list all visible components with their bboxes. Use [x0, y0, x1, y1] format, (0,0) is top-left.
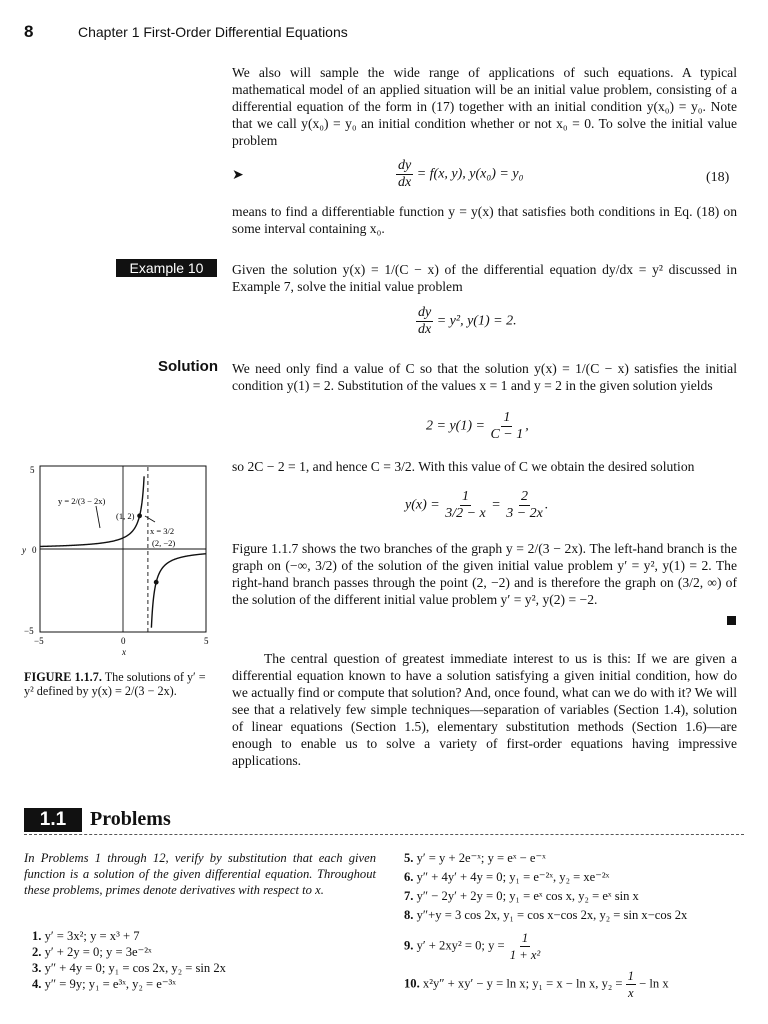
sol-eq2-lhs: y(x) = [405, 497, 440, 513]
figure-graph [24, 458, 224, 658]
sol-eq2-tail: . [544, 497, 549, 513]
problem-text: y″ + 4y = 0; y₁ = cos 2x, y₂ = sin 2x [44, 961, 226, 975]
curve-label: y = 2/(3 − 2x) [58, 496, 106, 506]
problem-text: y″ = 9y; y₁ = e³ˣ, y₂ = e⁻³ˣ [44, 977, 176, 991]
example-eq-denominator: dx [418, 322, 432, 337]
solution-text-1: We need only find a value of C so that the solution y(x) = 1/(C − x) satisfies the initial condition y(1) = 2. Substitution of the values x = 1 and y = 2 in the given solution yields [232, 361, 737, 393]
right-branch-curve [151, 554, 206, 628]
example-eq-rhs: = y², y(1) = 2. [436, 313, 517, 329]
problem-item [404, 907, 687, 923]
example-text: Given the solution y(x) = 1/(C − x) of the differential equation dy/dx = y² discussed in Example 7, solve the initial value problem [232, 262, 737, 294]
point-1-2-marker [137, 513, 142, 518]
x-tick-left: −5 [34, 636, 44, 646]
qed-square-icon [727, 616, 736, 625]
problem-item [32, 976, 176, 992]
problem-text: y′ = 3x²; y = x³ + 7 [44, 929, 140, 943]
problem-number: 9. [404, 938, 414, 953]
problem-item [32, 928, 140, 944]
problem-item [404, 968, 669, 1001]
figure-caption-text: The solutions of y′ = y² defined by y(x) = 2/(3 − 2x). [24, 670, 206, 698]
y-tick-top: 5 [30, 465, 35, 475]
example-equation [416, 305, 517, 338]
problem-number: 7. [404, 889, 414, 903]
figure-caption [24, 670, 216, 698]
solution-text-3: Figure 1.1.7 shows the two branches of the graph y = 2/(3 − 2x). The left-hand branch is the graph on (−∞, 3/2) of the solution of the given initial value problem y′ = y², y(1) = 2. The right-hand branch passes through the point (2, −2) and is therefore the graph on (3/2, ∞) of the solution of the different initial value problem y′ = y², y(2) = −2. [232, 541, 737, 607]
problem-frac-denominator: x [628, 986, 634, 1000]
sol-eq2-numerator-1: 1 [461, 489, 469, 504]
arrow-marker-icon: ➤ [232, 168, 244, 183]
page-number: 8 [24, 22, 34, 41]
eq18-rhs: = f(x, y), y(x₀) = y₀ [416, 166, 524, 182]
problem-text: x²y″ + xy′ − y = ln x; y₁ = x − ln x, y₂ = [422, 976, 623, 991]
problem-item [32, 944, 152, 960]
y-axis-label: y [22, 545, 26, 555]
sol-eq2-denominator-2: 3 − 2x [506, 506, 543, 521]
sol-eq1-tail: , [525, 418, 529, 434]
solution-label: Solution [158, 358, 218, 375]
problems-title: Problems [90, 808, 171, 830]
problem-text: y″ − 2y′ + 2y = 0; y₁ = eˣ cos x, y₂ = eˣ sin x [416, 889, 639, 903]
intro-paragraph: We also will sample the wide range of applications of such equations. A typical mathematical model of an applied situation will be an initial value problem, consisting of a differential equation of the form in (17) together with an initial condition y(x₀) = y₀. Note that we call y(x₀) = y₀ an initial condition whether or not x₀ = 0. To solve the initial value problem [232, 65, 737, 148]
problem-text: y′ = y + 2e⁻ˣ; y = eˣ − e⁻ˣ [416, 851, 546, 865]
problem-number: 6. [404, 870, 414, 884]
asymptote-label: x = 3/2 [150, 526, 175, 536]
problem-text: y″+y = 3 cos 2x, y₁ = cos x−cos 2x, y₂ = sin x−cos 2x [416, 908, 688, 922]
y-tick-mid: 0 [32, 545, 37, 555]
sol-eq2-denominator-1: 3/2 − x [445, 506, 486, 521]
problem-item [404, 869, 609, 885]
solution-equation-1 [426, 410, 529, 443]
equation-18 [396, 158, 523, 191]
means-paragraph: means to find a differentiable function y = y(x) that satisfies both conditions in Eq. (18) on some interval containing x₀. [232, 204, 737, 236]
point-2-neg2-marker [154, 580, 159, 585]
central-paragraph: The central question of greatest immediate interest to us is this: If we are given a differential equation known to have a solution satisfying a given initial condition, how do we actually find or compute that solution? And, once found, what can we do with it? We will see that a relatively few simple techniques—separation of variables (Section 1.4), solution of linear equations (Section 1.5), elementary substitution methods (Section 1.6)—are enough to enable us to solve a variety of first-order equations having impressive applications. [232, 651, 737, 768]
section-divider [24, 834, 744, 835]
x-axis-label: x [122, 647, 126, 657]
problems-intro: In Problems 1 through 12, verify by substitution that each given function is a solution of the given differential equation. Throughout these problems, primes denote derivatives with respect to x. [24, 851, 376, 897]
problem-number: 8. [404, 908, 414, 922]
problem-number: 5. [404, 851, 414, 865]
problem-text: y″ + 4y′ + 4y = 0; y₁ = e⁻²ˣ, y₂ = xe⁻²ˣ [416, 870, 610, 884]
y-tick-bottom: −5 [24, 626, 34, 636]
problem-item [404, 930, 542, 963]
problem-frac-numerator: 1 [521, 931, 529, 945]
problem-number: 2. [32, 945, 42, 959]
problem-number: 4. [32, 977, 42, 991]
problem-text-tail: − ln x [639, 976, 669, 991]
sol-eq1-denominator: C − 1 [490, 427, 524, 442]
problem-number: 3. [32, 961, 42, 975]
problem-text: y′ + 2xy² = 0; y = [416, 938, 505, 953]
problem-item [32, 960, 226, 976]
problem-item [404, 888, 639, 904]
sol-eq1-lhs: 2 = y(1) = [426, 418, 485, 434]
x-tick-right: 5 [204, 636, 209, 646]
solution-equation-2 [405, 489, 548, 522]
point-2-label: (2, −2) [152, 538, 176, 548]
equation-number: (18) [706, 170, 730, 185]
point-1-label: (1, 2) [116, 511, 135, 521]
eq18-denominator: dx [398, 175, 412, 190]
chapter-title: Chapter 1 First-Order Differential Equations [78, 24, 348, 40]
section-number-badge: 1.1 [24, 808, 82, 832]
example-badge: Example 10 [116, 259, 217, 277]
eq18-numerator: dy [398, 158, 412, 173]
sol-eq2-numerator-2: 2 [521, 489, 529, 504]
problem-text: y′ + 2y = 0; y = 3e⁻²ˣ [44, 945, 152, 959]
figure-caption-label: FIGURE 1.1.7. [24, 670, 102, 684]
problem-number: 10. [404, 976, 420, 991]
point-label-pointer [145, 516, 155, 522]
example-eq-numerator: dy [418, 305, 432, 320]
problem-frac-numerator: 1 [627, 969, 634, 983]
solution-text-2: so 2C − 2 = 1, and hence C = 3/2. With this value of C we obtain the desired solution [232, 459, 695, 474]
sol-eq1-numerator: 1 [503, 410, 511, 425]
sol-eq2-equals: = [491, 497, 501, 513]
problem-number: 1. [32, 929, 42, 943]
curve-label-pointer [96, 506, 100, 528]
x-tick-mid: 0 [121, 636, 126, 646]
problem-frac-denominator: 1 + x² [509, 948, 541, 962]
problem-item [404, 850, 546, 866]
